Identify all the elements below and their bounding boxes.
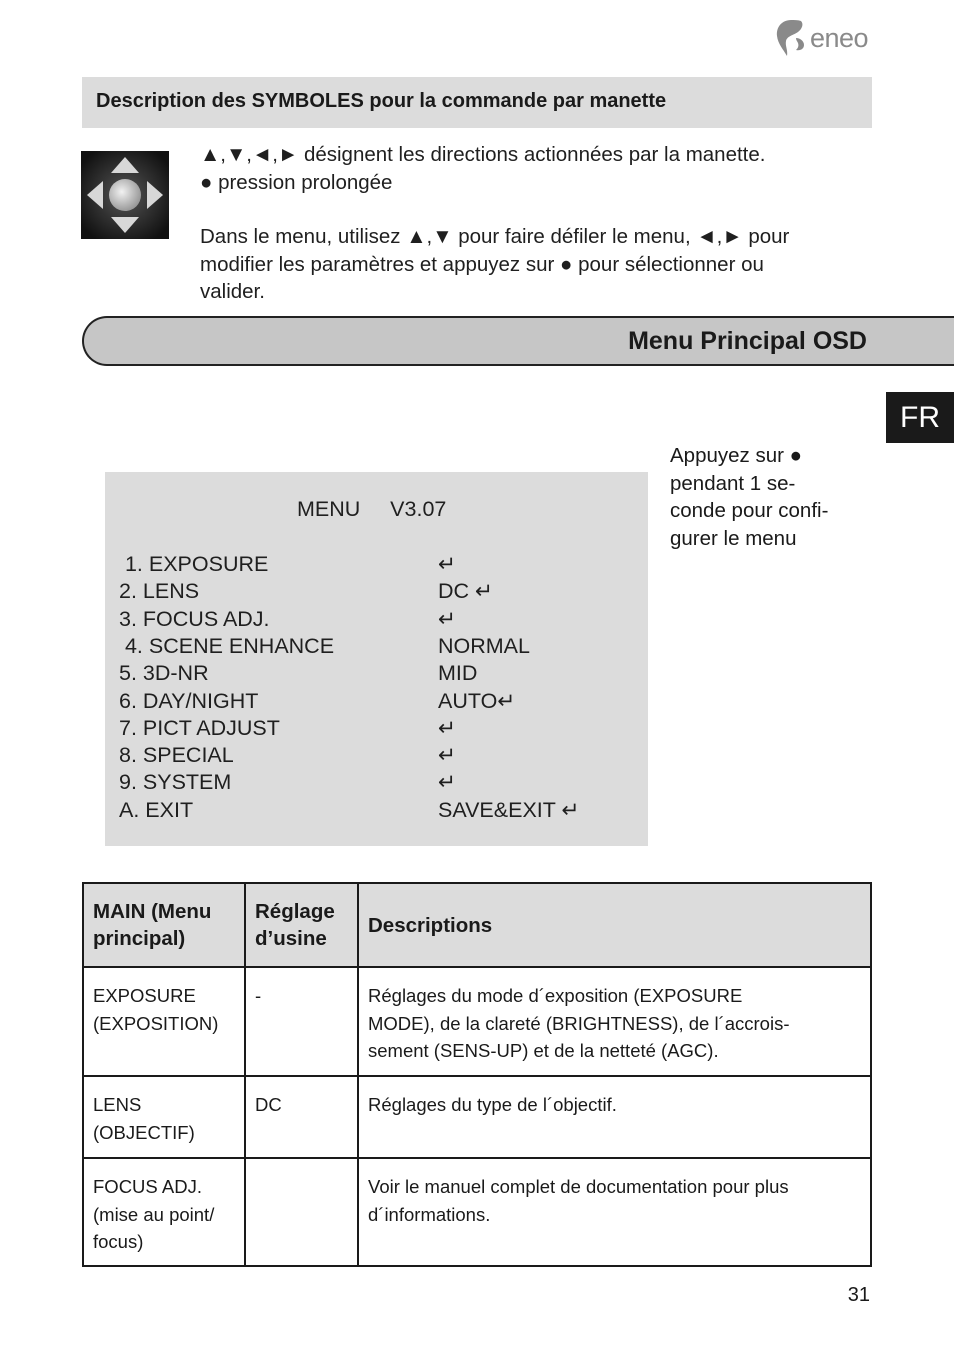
language-tab [886,392,954,443]
header-main [83,883,245,967]
row-name-line: (EXPOSITION) [93,1012,219,1034]
usage-line-3: valider. [200,280,265,303]
eneo-logo [774,16,884,60]
header-default-line-2: d’usine [255,927,327,950]
table-row [83,1158,871,1266]
osd-menu-item-label: 8. SPECIAL [119,743,234,768]
row-name-line: (OBJECTIF) [93,1121,195,1143]
row-name-cell [83,967,245,1076]
row-desc-line: MODE), de la clareté (BRIGHTNESS), de l´accrois- [368,1012,790,1034]
row-name-cell [83,1158,245,1266]
osd-menu-item-label: 6. DAY/NIGHT [119,688,259,713]
header-default-line-1: Réglage [255,900,335,923]
osd-menu-item-label: 5. 3D-NR [119,661,209,686]
row-name-cell [83,1076,245,1158]
osd-menu-item-value: AUTO↵ [438,688,516,713]
header-default [245,883,358,967]
row-desc-line: Réglages du mode d´exposition (EXPOSURE [368,985,743,1006]
symbols-description [200,141,880,196]
osd-menu-item-value: MID [438,661,478,686]
direction-line: ▲,▼,◄,► désignent les directions actionnées par la manette. [200,143,766,166]
osd-menu-item-label: 9. SYSTEM [119,770,232,795]
row-desc-line: d´informations. [368,1203,491,1225]
row-desc-cell [358,967,871,1076]
header-descriptions-label: Descriptions [368,913,493,937]
osd-menu-item-value: ↵ [438,770,457,795]
osd-menu-item-value: SAVE&EXIT ↵ [438,797,580,822]
eneo-logo-icon [774,18,808,58]
menu-usage-description [200,223,880,306]
table-header-row [83,883,871,967]
osd-menu-screen [105,472,648,846]
row-name-line: EXPOSURE [93,985,196,1006]
row-default-cell: DC [245,1076,358,1158]
osd-menu-item-value: ↵ [438,552,457,576]
row-name-line: LENS [93,1094,142,1115]
press-line: ● pression prolongée [200,170,393,194]
table-row [83,967,871,1076]
row-desc-cell [358,1076,871,1158]
osd-menu-item-value: DC ↵ [438,579,494,604]
symbols-section-header [82,77,872,128]
row-name-line: (mise au point/ [93,1203,215,1225]
row-desc-line: Voir le manuel complet de documentation pour plus [368,1176,789,1197]
logo-text: eneo [810,22,869,53]
osd-menu-item-label: 2. LENS [119,579,200,604]
row-name-line: FOCUS ADJ. [93,1176,202,1197]
symbols-section-title: Description des SYMBOLES pour la commande par manette [96,90,667,112]
osd-menu-item-label: A. EXIT [119,797,194,822]
side-note-line-4: gurer le menu [670,526,797,550]
row-desc-line: sement (SENS-UP) et de la netteté (AGC). [368,1040,719,1061]
usage-line-2: modifier les paramètres et appuyez sur ● pour sélectionner ou [200,252,764,276]
osd-menu-item-label: 7. PICT ADJUST [119,715,280,740]
joystick-icon [81,151,169,239]
header-main-line-1: MAIN (Menu [93,900,212,923]
side-note-line-2: pendant 1 se- [670,471,796,495]
row-desc-cell [358,1158,871,1266]
osd-menu-item-label: 3. FOCUS ADJ. [119,606,270,631]
osd-menu-title: MENU V3.07 [297,497,447,521]
osd-menu-item-value: ↵ [438,606,457,631]
row-desc-line: Réglages du type de l´objectif. [368,1094,617,1115]
osd-menu-item-value: NORMAL [438,633,530,658]
row-default-cell [245,1158,358,1266]
osd-menu-item-value: ↵ [438,715,457,740]
header-main-line-2: principal) [93,927,186,950]
language-tab-label: FR [900,400,940,434]
side-note [670,442,870,552]
osd-section-title: Menu Principal OSD [628,327,867,355]
table-row [83,1076,871,1158]
row-name-line: focus) [93,1231,144,1252]
osd-menu-item-value: ↵ [438,743,457,768]
side-note-line-3: conde pour confi- [670,499,829,522]
header-descriptions [358,883,871,967]
main-menu-table [82,882,872,1267]
osd-menu-item-label: 1. EXPOSURE [119,552,269,576]
page-number: 31 [847,1284,870,1306]
usage-line-1: Dans le menu, utilisez ▲,▼ pour faire défiler le menu, ◄,► pour [200,225,790,248]
side-note-line-1: Appuyez sur ● [670,444,803,467]
osd-section-header [82,316,954,366]
osd-menu-item-label: 4. SCENE ENHANCE [119,633,335,658]
row-default-cell: - [245,967,358,1076]
